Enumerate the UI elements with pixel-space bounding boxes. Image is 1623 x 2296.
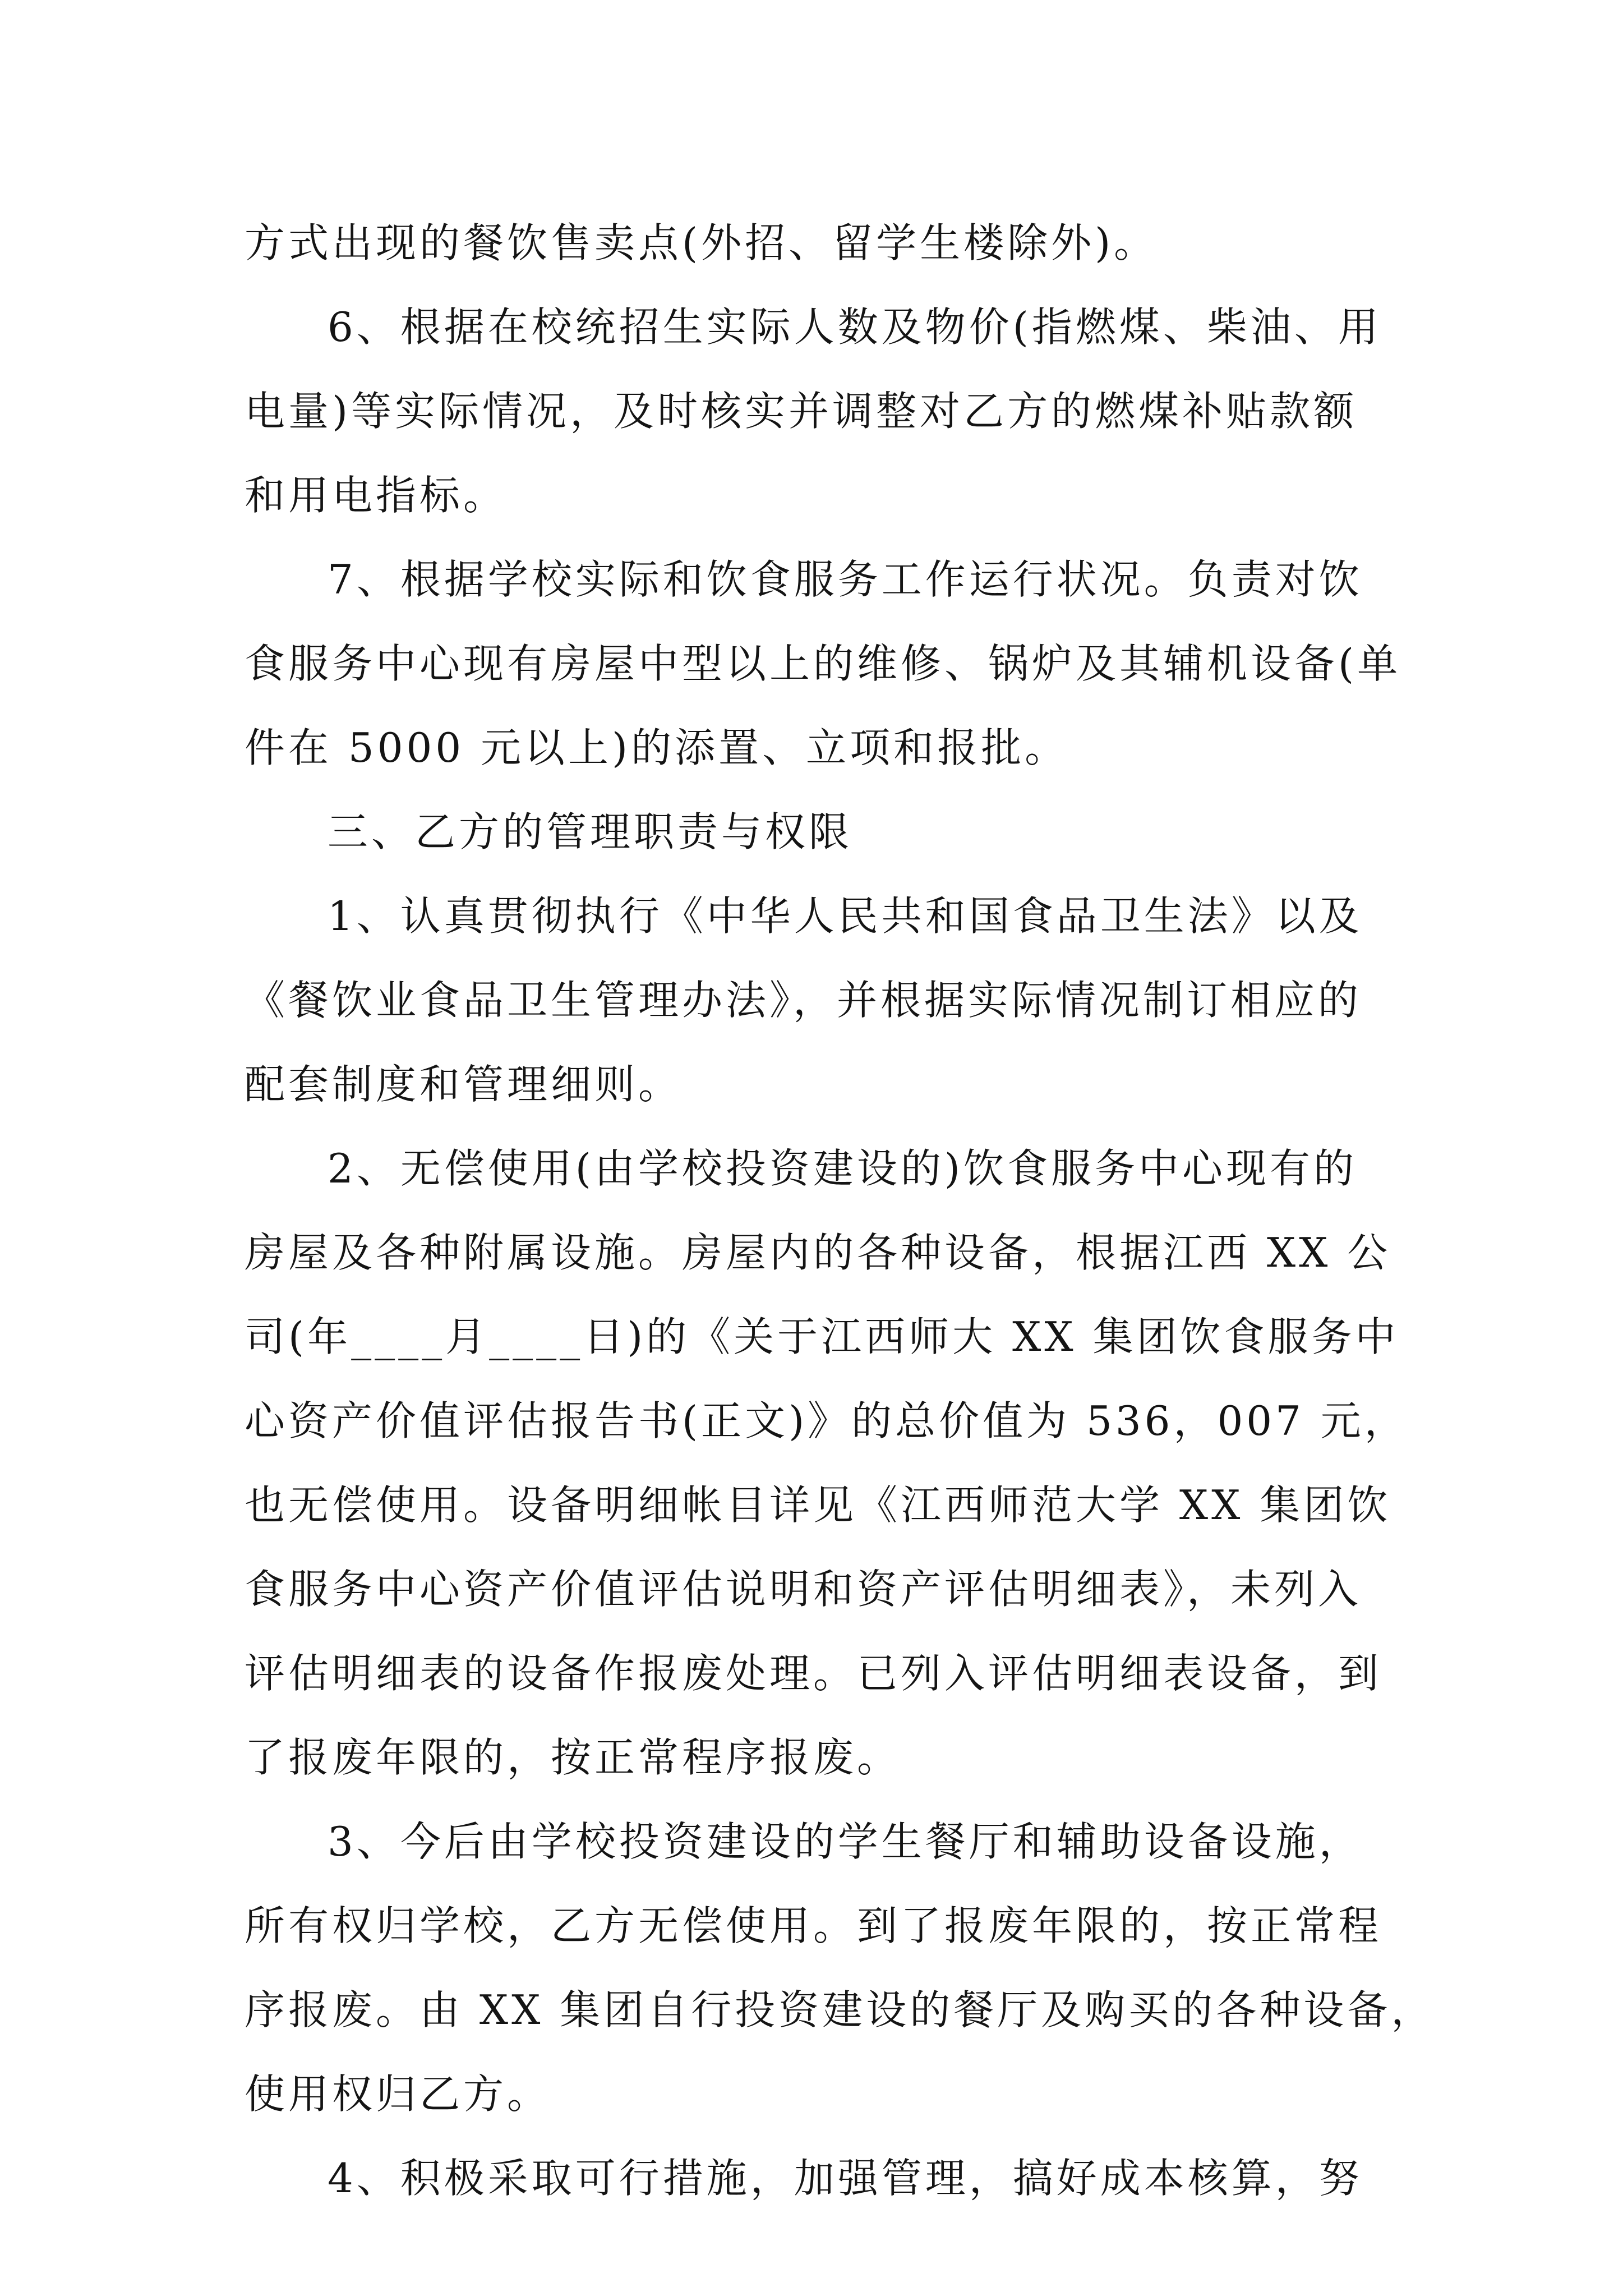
document-body — [245, 201, 1435, 2220]
paragraph-line: 食服务中心现有房屋中型以上的维修、锅炉及其辅机设备(单 — [245, 640, 1401, 687]
paragraph-line: 电量)等实际情况，及时核实并调整对乙方的燃煤补贴款额 — [245, 388, 1358, 435]
paragraph-line: 序报废。由 XX 集团自行投资建设的餐厅及购买的各种设备， — [245, 1986, 1435, 2033]
paragraph-line: 《餐饮业食品卫生管理办法》，并根据实际情况制订相应的 — [245, 977, 1362, 1024]
paragraph-line: 了报废年限的，按正常程序报废。 — [245, 1734, 901, 1781]
paragraph-line: 所有权归学校，乙方无偿使用。到了报废年限的，按正常程 — [245, 1902, 1382, 1949]
paragraph-line-item-3: 3、今后由学校投资建设的学生餐厅和辅助设备设施， — [328, 1818, 1363, 1865]
paragraph-line: 房屋及各种附属设施。房屋内的各种设备，根据江西 XX 公 — [245, 1229, 1391, 1276]
paragraph-line: 和用电指标。 — [245, 472, 508, 519]
paragraph-line: 司(年____月____日)的《关于江西师大 XX 集团饮食服务中 — [245, 1313, 1399, 1360]
paragraph-line: 使用权归乙方。 — [245, 2070, 551, 2118]
paragraph-line-item-7: 7、根据学校实际和饮食服务工作运行状况。负责对饮 — [328, 556, 1363, 603]
paragraph-line: 件在 5000 元以上)的添置、立项和报批。 — [245, 724, 1069, 771]
paragraph-line: 评估明细表的设备作报废处理。已列入评估明细表设备，到 — [245, 1650, 1382, 1697]
paragraph-line-item-4: 4、积极采取可行措施，加强管理，搞好成本核算，努 — [328, 2155, 1363, 2202]
paragraph-line: 配套制度和管理细则。 — [245, 1061, 683, 1108]
paragraph-line-item-2: 2、无偿使用(由学校投资建设的)饮食服务中心现有的 — [328, 1145, 1357, 1192]
paragraph-line-item-1: 1、认真贯彻执行《中华人民共和国食品卫生法》以及 — [328, 892, 1363, 940]
section-heading: 三、乙方的管理职责与权限 — [328, 808, 853, 855]
paragraph-line: 也无偿使用。设备明细帐目详见《江西师范大学 XX 集团饮 — [245, 1481, 1391, 1529]
paragraph-line: 心资产价值评估报告书(正文)》的总价值为 536，007 元， — [245, 1397, 1408, 1444]
paragraph-line: 食服务中心资产价值评估说明和资产评估明细表》，未列入 — [245, 1566, 1362, 1613]
paragraph-line-item-6: 6、根据在校统招生实际人数及物价(指燃煤、柴油、用 — [328, 303, 1382, 351]
paragraph-line: 方式出现的餐饮售卖点(外招、留学生楼除外)。 — [245, 219, 1158, 266]
